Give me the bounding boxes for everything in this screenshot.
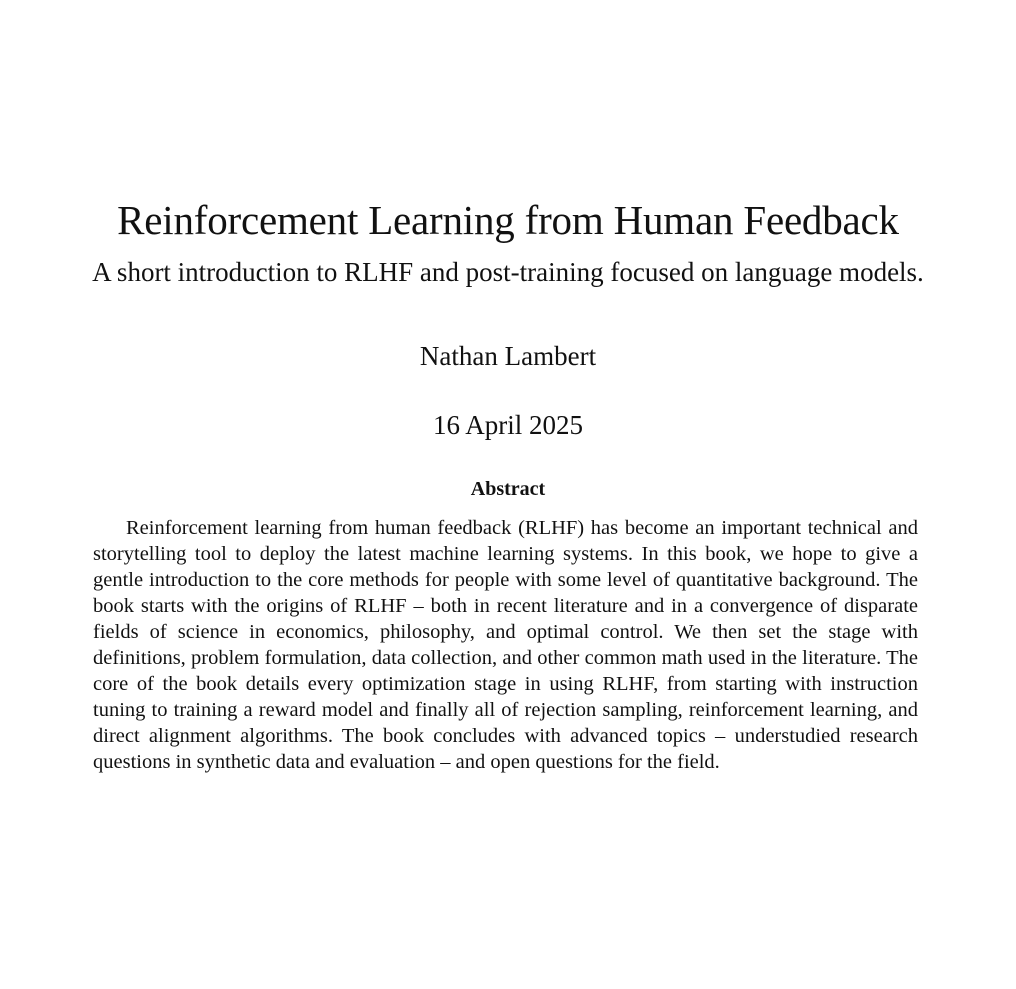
paper-subtitle: A short introduction to RLHF and post-training focused on language models. <box>92 257 924 287</box>
paper-author: Nathan Lambert <box>419 341 597 371</box>
abstract-heading: Abstract <box>470 478 546 500</box>
abstract-text: Reinforcement learning from human feedback (RLHF) has become an important technical and storytelling tool to deploy the latest machine learning systems. In this book, we hope to give a gentle introduction to the core methods for people with some level of quantitative background. The book starts with the origins of RLHF – both in recent literature and in a convergence of disparate fields of science in economics, philosophy, and optimal control. We then set the stage with definitions, problem formulation, data collection, and other common math used in the literature. The core of the book details every optimization stage in using RLHF, from starting with instruction tuning to training a reward model and finally all of rejection sampling, reinforcement learning, and direct alignment algorithms. The book concludes with advanced topics – understudied research questions in synthetic data and evaluation – and open questions for the field. <box>93 517 918 773</box>
paper-date: 16 April 2025 <box>432 410 583 440</box>
paper-title: Reinforcement Learning from Human Feedback <box>117 197 899 243</box>
